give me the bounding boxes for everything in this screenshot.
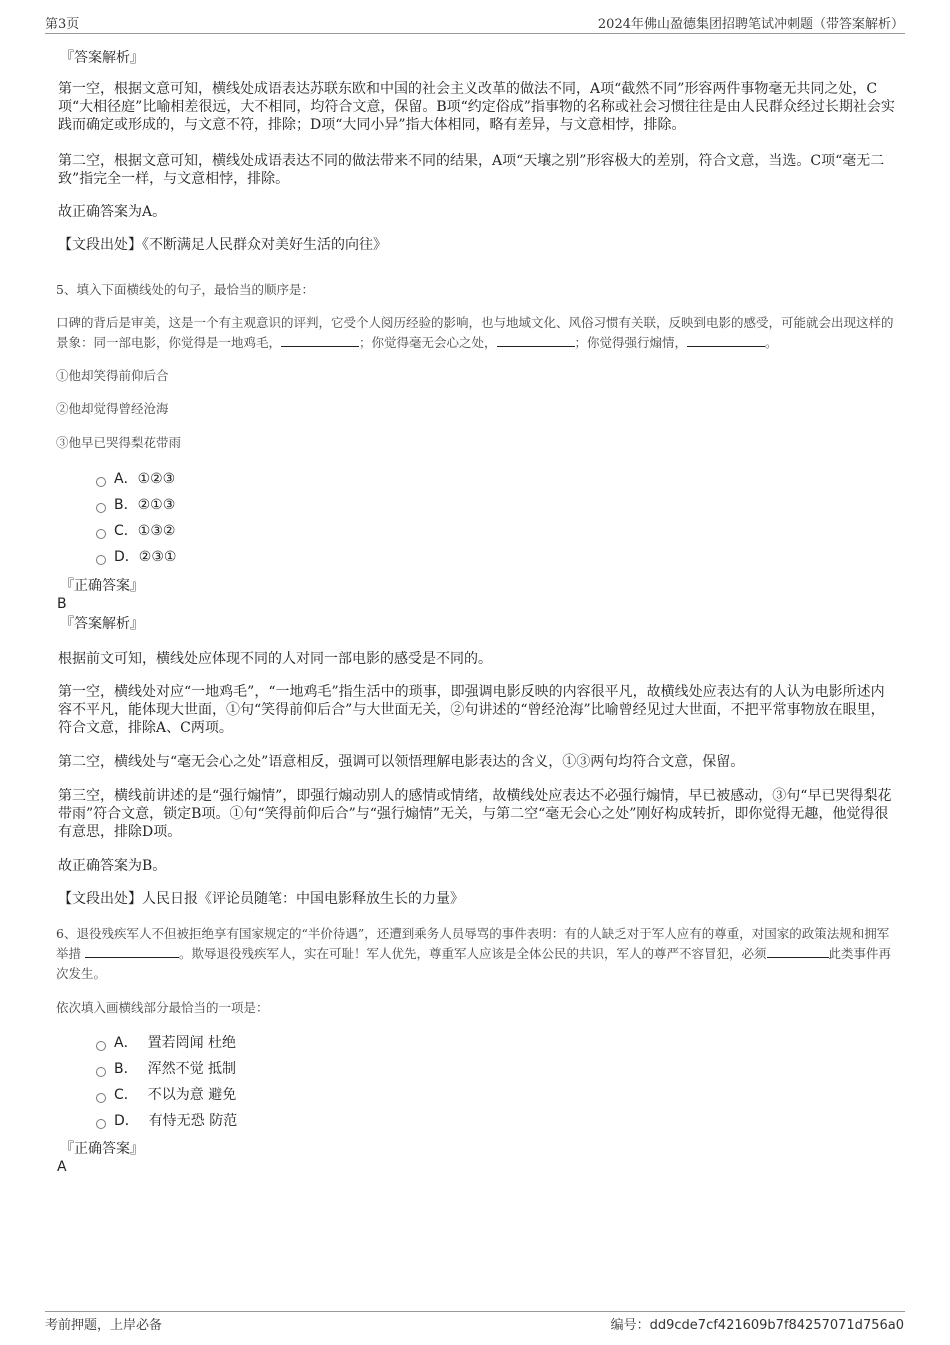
q5-answer: B — [57, 596, 67, 612]
q4-analysis-label: 『答案解析』 — [60, 50, 144, 66]
q4-analysis-para2: 第二空，根据文意可知，横线处成语表达不同的做法带来不同的结果，A项“天壤之别”形容极大的差别，符合文意，当选。C项“毫无二致”指完全一样，与文意相悖，排除。 — [58, 153, 885, 187]
q5-conclusion: 故正确答案为B。 — [58, 858, 167, 874]
q6-option-b[interactable]: B． 浑然不觉 抵制 — [96, 1060, 236, 1078]
q6-option-a[interactable]: A． 置若罔闻 杜绝 — [96, 1034, 236, 1052]
q5-item-2: ②他却觉得曾经沧海 — [56, 401, 169, 416]
blank-1 — [85, 945, 179, 958]
q6-prompt: 依次填入画横线部分最恰当的一项是： — [56, 1000, 269, 1015]
radio-icon[interactable] — [96, 529, 106, 539]
q5-option-d[interactable]: D．②③① — [96, 548, 176, 566]
q5-analysis-intro: 根据前文可知，横线处应体现不同的人对同一部电影的感受是不同的。 — [58, 651, 492, 667]
q6-option-d[interactable]: D． 有恃无恐 防范 — [96, 1112, 237, 1130]
q6-answer-label: 『正确答案』 — [60, 1141, 144, 1157]
radio-icon[interactable] — [96, 555, 106, 565]
blank-3 — [687, 334, 765, 347]
radio-icon[interactable] — [96, 1119, 106, 1129]
q5-analysis-blank2: 第二空，横线处与“毫无会心之处”语意相反，强调可以领悟理解电影表达的含义，①③两句均符合文意，保留。 — [58, 754, 745, 770]
q4-source: 【文段出处】《不断满足人民群众对美好生活的向往》 — [58, 237, 387, 253]
document-code: 编号：dd9cde7cf421609b7f84257071d756a0 — [610, 1318, 904, 1333]
page-number: 第3页 — [45, 17, 80, 32]
radio-icon[interactable] — [96, 1041, 106, 1051]
blank-2 — [497, 334, 575, 347]
q6-answer: A — [57, 1159, 67, 1175]
footer-slogan: 考前押题，上岸必备 — [45, 1318, 163, 1333]
blank-2 — [767, 945, 829, 958]
document-title: 2024年佛山盈德集团招聘笔试冲刺题（带答案解析） — [597, 17, 904, 32]
q5-analysis-label: 『答案解析』 — [60, 616, 144, 632]
blank-1 — [281, 334, 359, 347]
q5-option-b[interactable]: B．②①③ — [96, 496, 175, 514]
q5-stem: 5、填入下面横线处的句子，最恰当的顺序是： — [56, 282, 314, 297]
radio-icon[interactable] — [96, 1093, 106, 1103]
footer-divider — [45, 1311, 905, 1312]
q5-option-c[interactable]: C．①③② — [96, 522, 175, 540]
radio-icon[interactable] — [96, 1067, 106, 1077]
q5-passage: 口碑的背后是审美，这是一个有主观意识的评判，它受个人阅历经验的影响，也与地域文化、风俗习惯有关联，反映到电影的感受，可能就会出现这样的景象：同一部电影，你觉得是一地鸡毛， ；你觉得毫无会心之处， ；你觉得强行煽情， 。 — [56, 315, 894, 350]
q6-option-c[interactable]: C． 不以为意 避免 — [96, 1086, 236, 1104]
q5-source: 【文段出处】人民日报《评论员随笔：中国电影释放生长的力量》 — [58, 891, 464, 907]
q6-stem: 6、退役残疾军人不但被拒绝享有国家规定的“半价待遇”，还遭到乘务人员辱骂的事件表明：有的人缺乏对于军人应有的尊重，对国家的政策法规和拥军举措 。欺辱退役残疾军人，实在可耻！军人优先，尊重军人应该是全体公民的共识，军人的尊严不容冒犯，必须 此类事件再次发生。 — [56, 926, 892, 981]
q5-answer-label: 『正确答案』 — [60, 578, 144, 594]
q5-analysis-blank3: 第三空，横线前讲述的是“强行煽情”，即强行煽动别人的感情或情绪，故横线处应表达不必强行煽情，早已被感动，③句“早已哭得梨花带雨”符合文意，锁定B项。①句“笑得前仰后合”与“强行煽情”无关，与第二空“毫无会心之处”刚好构成转折，即你觉得无趣，他觉得很有意思，排除D项。 — [58, 788, 892, 840]
radio-icon[interactable] — [96, 477, 106, 487]
radio-icon[interactable] — [96, 503, 106, 513]
q5-item-1: ①他却笑得前仰后合 — [56, 368, 169, 383]
header-divider — [45, 33, 905, 34]
q5-analysis-blank1: 第一空，横线处对应“一地鸡毛”，“一地鸡毛”指生活中的琐事，即强调电影反映的内容很平凡，故横线处应表达有的人认为电影所述内容不平凡，能体现大世面，①句“笑得前仰后合”与大世面无关，②句讲述的“曾经沧海”比喻曾经见过大世面，不把平常事物放在眼里，符合文意，排除A、C两项。 — [58, 684, 885, 736]
q5-item-3: ③他早已哭得梨花带雨 — [56, 435, 182, 450]
q4-conclusion: 故正确答案为A。 — [58, 204, 167, 220]
q5-option-a[interactable]: A．①②③ — [96, 470, 175, 488]
q4-analysis-para1: 第一空，根据文意可知，横线处成语表达苏联东欧和中国的社会主义改革的做法不同，A项“截然不同”形容两件事物毫无共同之处，C项“大相径庭”比喻相差很远，大不相同，均符合文意，保留。B项“约定俗成”指事物的名称或社会习惯往往是由人民群众经过长期社会实践而确定或形成的，与文意不符，排除；D项“大同小异”指大体相同，略有差异，与文意相悖，排除。 — [58, 81, 895, 133]
